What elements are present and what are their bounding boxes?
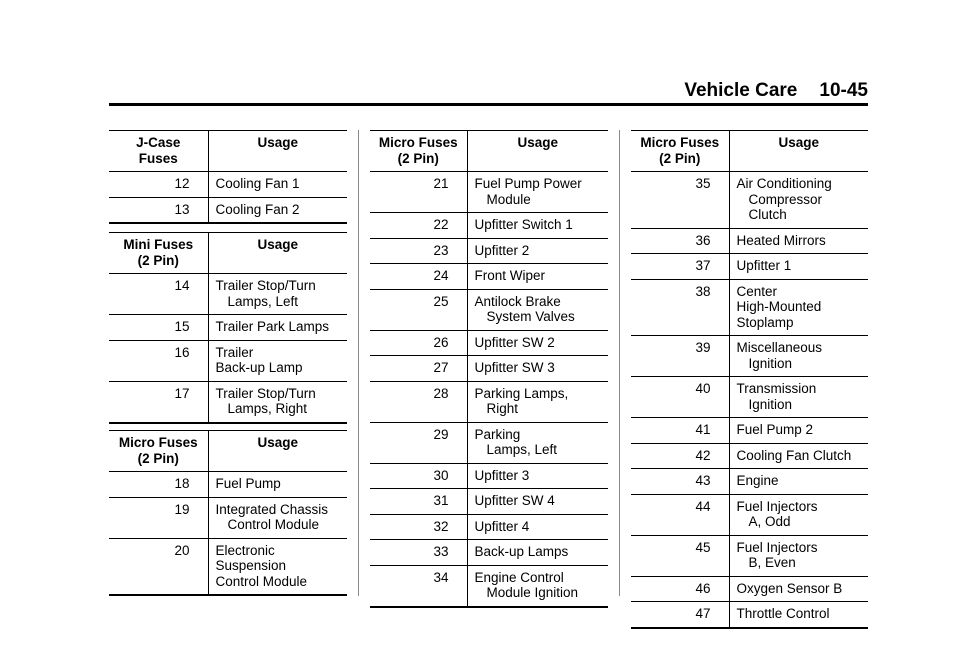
fuse-usage: Fuel Pump Power Module <box>474 176 582 207</box>
fuse-number: 35 <box>631 172 729 229</box>
fuse-number: 41 <box>631 418 729 444</box>
fuse-usage: Upfitter 3 <box>467 463 608 489</box>
fuse-number: 16 <box>109 340 208 381</box>
fuse-number: 37 <box>631 254 729 280</box>
fuse-number: 47 <box>631 602 729 628</box>
table-row <box>370 463 608 489</box>
fuse-usage: Antilock Brake System Valves <box>467 289 608 330</box>
table-row <box>631 443 868 469</box>
table-row <box>370 172 608 213</box>
fuse-usage: Fuel Pump 2 <box>729 418 868 444</box>
fuse-number: 23 <box>370 238 467 264</box>
fuse-usage: Fuel Injectors B, Even <box>729 535 868 576</box>
column-divider-1 <box>358 130 359 596</box>
table-row <box>109 538 347 595</box>
fuse-usage: Upfitter 2 <box>467 238 608 264</box>
fuse-number: 24 <box>370 264 467 290</box>
table-row <box>370 264 608 290</box>
column-header-fuse: J-Case Fuses <box>109 131 208 172</box>
table-row <box>631 494 868 535</box>
fuse-usage: Cooling Fan Clutch <box>729 443 868 469</box>
table-row <box>109 315 347 341</box>
table-row <box>370 489 608 515</box>
fuse-number: 15 <box>109 315 208 341</box>
fuse-usage: Trailer Park Lamps <box>208 315 347 341</box>
fuse-number: 36 <box>631 228 729 254</box>
table-row <box>109 274 347 315</box>
table-row <box>370 238 608 264</box>
table-row <box>370 213 608 239</box>
fuse-usage: Trailer Back-up Lamp <box>208 340 347 381</box>
table-row <box>631 279 868 336</box>
fuse-usage: Upfitter SW 2 <box>467 330 608 356</box>
fuse-usage: Parking Lamps, Left <box>467 422 608 463</box>
fuse-usage: Fuel Pump <box>215 476 281 491</box>
table-row <box>631 602 868 628</box>
fuse-usage: Upfitter 4 <box>467 514 608 540</box>
fuse-number: 33 <box>370 540 467 566</box>
table-row <box>631 228 868 254</box>
table-row <box>370 422 608 463</box>
fuse-number: 21 <box>370 172 467 213</box>
table-row <box>370 356 608 382</box>
fuse-usage: Fuel Injectors A, Odd <box>729 494 868 535</box>
fuse-number: 14 <box>109 274 208 315</box>
fuse-number: 31 <box>370 489 467 515</box>
fuse-number: 32 <box>370 514 467 540</box>
fuse-usage: Heated Mirrors <box>729 228 868 254</box>
table-row <box>631 576 868 602</box>
fuse-number: 39 <box>631 336 729 377</box>
fuse-usage: Electronic Suspension Control Module <box>208 538 347 595</box>
column-header-usage: Usage <box>467 131 608 172</box>
column-divider-2 <box>619 130 620 596</box>
table-row <box>631 377 868 418</box>
fuse-number: 38 <box>631 279 729 336</box>
page-header <box>109 80 868 102</box>
table-row <box>109 472 347 498</box>
column-header-usage: Usage <box>208 131 347 172</box>
fuse-number: 13 <box>109 197 208 223</box>
fuse-number: 17 <box>109 381 208 423</box>
fuse-number: 34 <box>370 565 467 607</box>
table-row <box>370 330 608 356</box>
table-row <box>370 540 608 566</box>
table-row <box>631 418 868 444</box>
column-header-fuse: Micro Fuses (2 Pin) <box>370 131 467 172</box>
fuse-number: 20 <box>109 538 208 595</box>
fuse-usage: Upfitter Switch 1 <box>467 213 608 239</box>
fuse-table-micro-c <box>631 130 868 629</box>
fuse-usage: Integrated Chassis Control Module <box>208 497 347 538</box>
table-row <box>370 514 608 540</box>
fuse-number: 18 <box>109 472 208 498</box>
table-row <box>631 469 868 495</box>
table-row <box>109 340 347 381</box>
header-rule <box>109 103 868 106</box>
fuse-usage: Back-up Lamps <box>467 540 608 566</box>
table-row <box>109 497 347 538</box>
table-row <box>109 197 347 223</box>
fuse-table-micro-b <box>370 130 608 608</box>
fuse-table-jcase <box>109 130 347 224</box>
fuse-usage: Engine <box>729 469 868 495</box>
fuse-number: 43 <box>631 469 729 495</box>
table-row <box>370 381 608 422</box>
fuse-usage: Upfitter SW 4 <box>467 489 608 515</box>
page-number: 10-45 <box>819 80 868 101</box>
fuse-usage: Upfitter SW 3 <box>467 356 608 382</box>
fuse-usage: Cooling Fan 1 <box>215 176 300 191</box>
fuse-table-mini <box>109 232 347 424</box>
fuse-number: 44 <box>631 494 729 535</box>
section-title: Vehicle Care <box>684 80 798 101</box>
fuse-usage: Center High-Mounted Stoplamp <box>729 279 868 336</box>
fuse-number: 46 <box>631 576 729 602</box>
fuse-usage: Air Conditioning Compressor Clutch <box>736 176 832 222</box>
fuse-number: 30 <box>370 463 467 489</box>
table-row <box>631 535 868 576</box>
column-header-usage: Usage <box>208 233 347 274</box>
fuse-usage: Trailer Stop/Turn Lamps, Left <box>215 278 316 309</box>
table-row <box>631 172 868 229</box>
fuse-number: 29 <box>370 422 467 463</box>
fuse-usage: Engine Control Module Ignition <box>467 565 608 607</box>
fuse-usage: Transmission Ignition <box>729 377 868 418</box>
fuse-number: 22 <box>370 213 467 239</box>
fuse-usage: Throttle Control <box>729 602 868 628</box>
fuse-number: 40 <box>631 377 729 418</box>
fuse-usage: Miscellaneous Ignition <box>729 336 868 377</box>
fuse-usage: Parking Lamps, Right <box>467 381 608 422</box>
fuse-usage: Oxygen Sensor B <box>729 576 868 602</box>
column-header-fuse: Mini Fuses (2 Pin) <box>109 233 208 274</box>
table-row <box>370 565 608 607</box>
column-header-usage: Usage <box>729 131 868 172</box>
fuse-number: 42 <box>631 443 729 469</box>
fuse-number: 26 <box>370 330 467 356</box>
fuse-number: 25 <box>370 289 467 330</box>
column-header-usage: Usage <box>208 431 347 472</box>
table-row <box>631 254 868 280</box>
fuse-table-micro-a <box>109 430 347 596</box>
fuse-number: 19 <box>109 497 208 538</box>
table-row <box>109 172 347 198</box>
table-row <box>631 336 868 377</box>
column-header-fuse: Micro Fuses (2 Pin) <box>109 431 208 472</box>
fuse-usage: Front Wiper <box>467 264 608 290</box>
fuse-number: 28 <box>370 381 467 422</box>
fuse-usage: Cooling Fan 2 <box>208 197 347 223</box>
fuse-usage: Trailer Stop/Turn Lamps, Right <box>208 381 347 423</box>
fuse-number: 45 <box>631 535 729 576</box>
table-row <box>109 381 347 423</box>
column-header-fuse: Micro Fuses (2 Pin) <box>631 131 729 172</box>
fuse-usage: Upfitter 1 <box>729 254 868 280</box>
table-row <box>370 289 608 330</box>
fuse-number: 12 <box>109 172 208 198</box>
fuse-number: 27 <box>370 356 467 382</box>
